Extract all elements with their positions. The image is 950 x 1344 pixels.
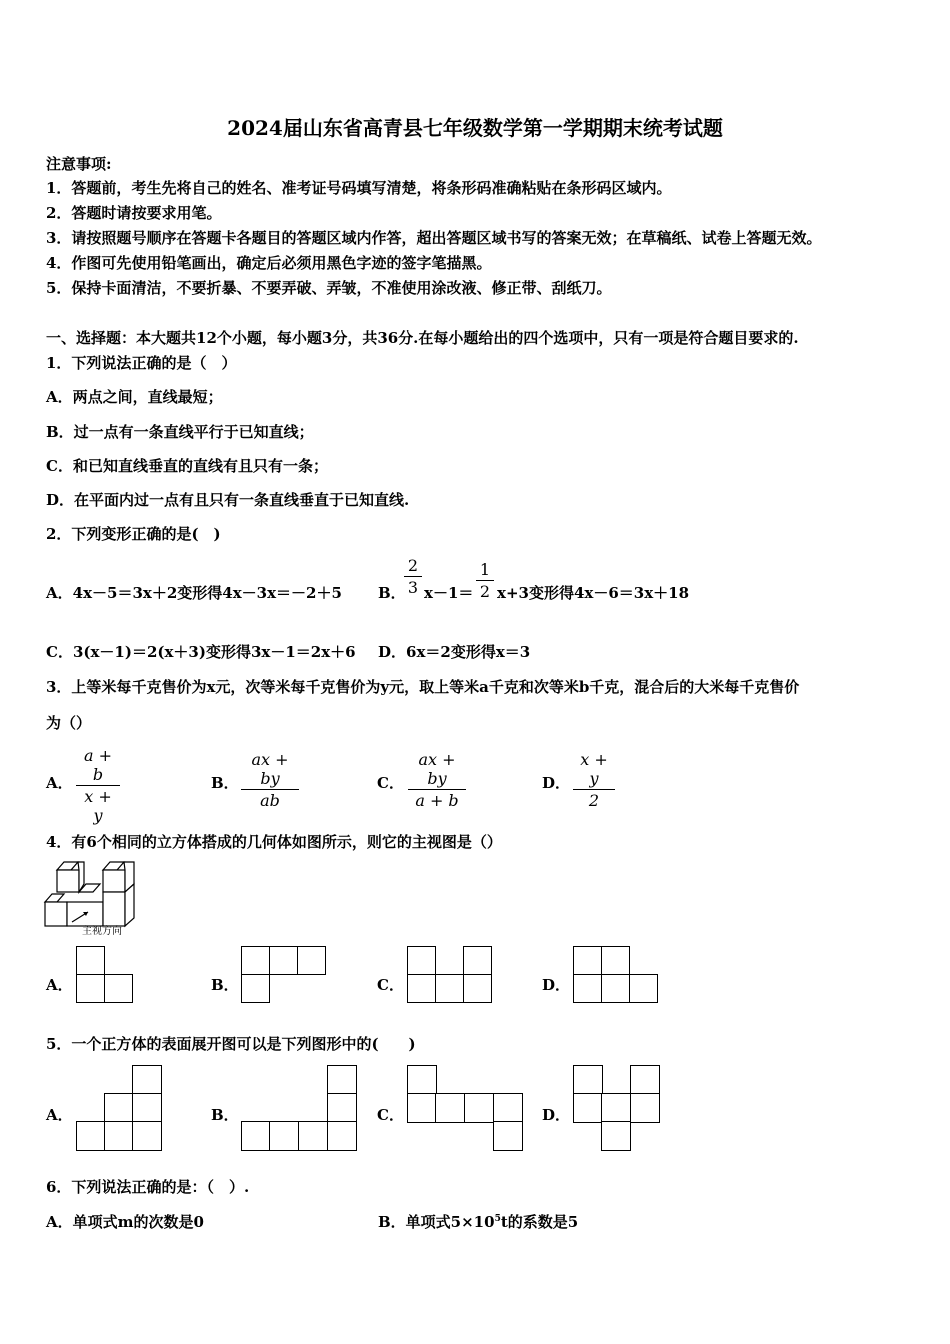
question-stem: 2．下列变形正确的是( ) <box>46 525 221 543</box>
fraction-option-d: x + y 2 <box>573 750 615 810</box>
option-c-label: C． <box>377 976 404 994</box>
option-d: D．在平面内过一点有且只有一条直线垂直于已知直线. <box>46 491 410 509</box>
fraction-two-thirds: 2 3 <box>404 556 422 597</box>
option-b-label: B． <box>378 584 406 602</box>
option-d-label: D． <box>542 774 571 792</box>
option-d: D．6x＝2变形得x＝3 <box>378 643 531 661</box>
notice-item: 2．答题时请按要求用笔。 <box>46 204 222 222</box>
question-stem-cont: 为（） <box>46 714 92 732</box>
page-title: 2024届山东省高青县七年级数学第一学期期末统考试题 <box>227 116 723 140</box>
option-a-label: A． <box>46 1106 73 1124</box>
option-b-tail: x+3变形得4x－6＝3x＋18 <box>497 584 690 602</box>
option-b-label: B． <box>211 1106 239 1124</box>
question-stem: 1．下列说法正确的是（ ） <box>46 354 237 372</box>
option-a-label: A． <box>46 774 73 792</box>
option-b-post: t的系数是5 <box>500 1213 579 1231</box>
fraction-option-b: ax + by ab <box>241 750 299 810</box>
option-d-label: D． <box>542 1106 571 1124</box>
section-heading: 一、选择题：本大题共12个小题，每小题3分，共36分.在每小题给出的四个选项中，只有一项是符合题目要求的. <box>46 329 799 347</box>
option-c-label: C． <box>377 1106 404 1124</box>
question-stem: 3．上等米每千克售价为x元，次等米每千克售价为y元，取上等米a千克和次等米b千克，混合后的大米每千克售价 <box>46 678 800 696</box>
question-stem: 4．有6个相同的立方体搭成的几何体如图所示，则它的主视图是（） <box>46 833 502 851</box>
option-c-label: C． <box>377 774 404 792</box>
figure-caption: 主视方向 <box>82 926 122 937</box>
fraction-option-c: ax + by a + b <box>408 750 466 810</box>
option-c: C．和已知直线垂直的直线有且只有一条； <box>46 457 328 475</box>
fraction-option-a: a + b x + y <box>76 746 120 825</box>
option-b: B．过一点有一条直线平行于已知直线； <box>46 423 314 441</box>
notice-item: 1．答题前，考生先将自己的姓名、准考证号码填写清楚，将条形码准确粘贴在条形码区域内。 <box>46 179 672 197</box>
option-b-pre: B．单项式5×10 <box>378 1213 495 1231</box>
fraction-one-half: 1 2 <box>476 560 494 601</box>
option-b-label: B． <box>211 976 239 994</box>
question-stem: 5．一个正方体的表面展开图可以是下列图形中的( ) <box>46 1035 416 1053</box>
notice-item: 5．保持卡面清洁，不要折暴、不要弄破、弄皱，不准使用涂改液、修正带、刮纸刀。 <box>46 279 612 297</box>
notice-heading: 注意事项: <box>46 155 112 173</box>
option-c: C．3(x－1)＝2(x＋3)变形得3x－1＝2x＋6 <box>46 643 356 661</box>
option-b <box>378 1211 578 1232</box>
option-a: A．两点之间，直线最短； <box>46 388 223 406</box>
option-d-label: D． <box>542 976 571 994</box>
option-b-mid: x－1＝ <box>424 584 474 602</box>
exponent: 5 <box>494 1214 501 1224</box>
notice-item: 4．作图可先使用铅笔画出，确定后必须用黑色字迹的签字笔描黑。 <box>46 254 492 272</box>
question-stem: 6．下列说法正确的是：（ ）. <box>46 1178 250 1196</box>
option-b-label: B． <box>211 774 239 792</box>
option-a-label: A． <box>46 976 73 994</box>
option-a: A．单项式m的次数是0 <box>46 1213 204 1231</box>
option-a: A．4x－5＝3x＋2变形得4x－3x＝－2＋5 <box>46 584 342 602</box>
notice-item: 3．请按照题号顺序在答题卡各题目的答题区域内作答，超出答题区域书写的答案无效；在草稿纸、试卷上答题无效。 <box>46 229 822 247</box>
